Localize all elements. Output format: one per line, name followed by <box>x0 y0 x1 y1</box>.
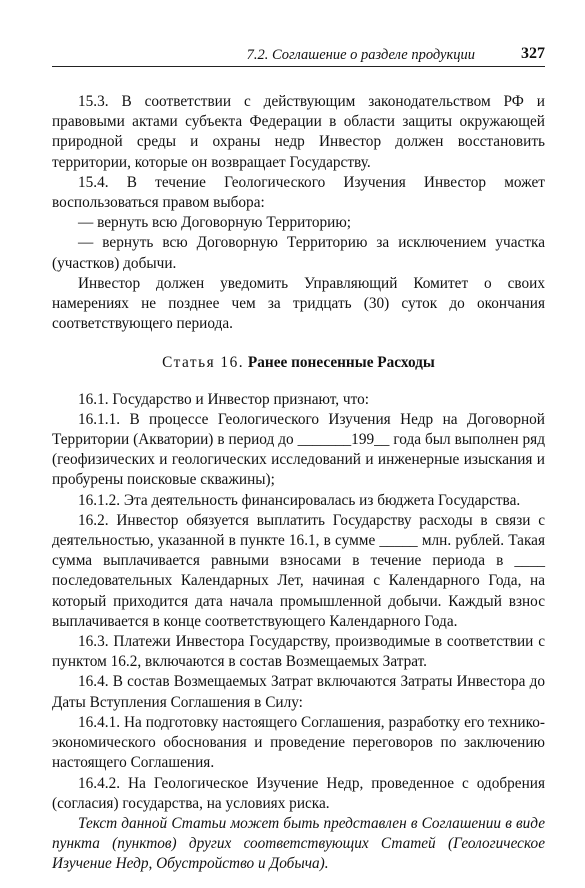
paragraph-16-1-2: 16.1.2. Эта деятельность финансировалась из бюджета Государства. <box>78 491 521 509</box>
paragraph-notice: Инвестор должен уведомить Управляющий Комитет о своих намерениях не позднее чем за тридцать (30) суток до окончания соответствующего периода. <box>52 274 545 333</box>
page-body <box>52 92 545 875</box>
paragraph-16-2: 16.2. Инвестор обязуется выплатить Государству расходы в связи с деятельностью, указанной в пункте 16.1, в сумме _____ млн. рублей. Такая сумма выплачивается равными взносами в течение периода в ____ последовательных Календарных Лет, начиная с Календарного Года, на который приходится дата начала промышленной добычи. Каждый взнос выплачивается в конце соответствующего Календарного Года. <box>52 511 545 630</box>
article-label: Статья 16. <box>162 354 245 372</box>
paragraph-15-3: 15.3. В соответствии с действующим законодательством РФ и правовыми актами субъекта Федерации в области защиты окружающей природной среды и охраны недр Инвестор должен восстановить территории, которые он возвращает Государству. <box>52 93 545 171</box>
article-title: Ранее понесенные Расходы <box>247 354 435 372</box>
running-title: 7.2. Соглашение о разделе продукции <box>246 47 475 63</box>
paragraph-16-1-1: 16.1.1. В процессе Геологического Изучения Недр на Договорной Территории (Акватории) в период до _______199__ года был выполнен ряд (геофизических и геологических исследований и инженерные изыскания и пробурены поисковые скважины); <box>52 410 545 489</box>
paragraph-16-1: 16.1. Государство и Инвестор признают, что: <box>78 390 369 408</box>
page-number: 327 <box>521 45 545 62</box>
paragraph-16-4-2: 16.4.2. На Геологическое Изучение Недр, проведенное с одобрения (согласия) государства, на условиях риска. <box>52 774 545 812</box>
option-item-2: — вернуть всю Договорную Территорию за исключением участка (участков) добычи. <box>52 234 545 272</box>
paragraph-15-4: 15.4. В течение Геологического Изучения Инвестор может воспользоваться правом выбора: <box>52 173 545 212</box>
paragraph-16-4-1: 16.4.1. На подготовку настоящего Соглашения, разработку его технико-экономического обоснования и проведение переговоров по заключению настоящего Соглашения. <box>52 713 545 772</box>
paragraph-16-3: 16.3. Платежи Инвестора Государству, производимые в соответствии с пунктом 16.2, включаются в состав Возмещаемых Затрат. <box>52 633 545 671</box>
article-heading <box>52 353 545 373</box>
italic-note: Текст данной Статьи может быть представлен в Соглашении в виде пункта (пунктов) других соответствующих Статей (Геологическое Изучение Недр, Обустройство и Добыча). <box>52 814 545 873</box>
option-item-1: — вернуть всю Договорную Территорию; <box>78 214 351 232</box>
running-header <box>52 44 545 67</box>
paragraph-16-4: 16.4. В состав Возмещаемых Затрат включаются Затраты Инвестора до Даты Вступления Соглашения в Силу: <box>52 673 545 711</box>
